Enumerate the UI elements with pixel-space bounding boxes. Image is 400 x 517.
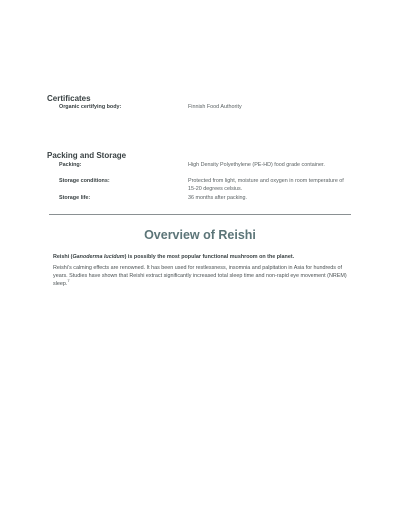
storage-conditions-label: Storage conditions: bbox=[59, 178, 110, 184]
certifying-body-value: Finnish Food Authority bbox=[188, 104, 242, 110]
packing-label: Packing: bbox=[59, 162, 82, 168]
storage-life-value: 36 months after packing. bbox=[188, 195, 248, 201]
certificates-heading: Certificates bbox=[47, 94, 91, 103]
intro-suffix: ) is possibly the most popular functional mushroom on the planet. bbox=[124, 254, 295, 260]
certifying-body-label: Organic certifying body: bbox=[59, 104, 122, 110]
storage-conditions-value: Protected from light, moisture and oxygen in room temperature of 15-20 degrees celsius. bbox=[188, 178, 344, 192]
packing-value: High Density Polyethylene (PE-HD) food grade container. bbox=[188, 162, 325, 168]
intro-prefix: Reishi ( bbox=[53, 254, 73, 260]
overview-title: Overview of Reishi bbox=[144, 228, 256, 242]
packing-storage-heading: Packing and Storage bbox=[47, 151, 127, 160]
storage-life-label: Storage life: bbox=[59, 195, 91, 201]
section-divider bbox=[49, 214, 351, 215]
overview-paragraph bbox=[53, 264, 353, 288]
intro-latin-name: Ganoderma lucidum bbox=[72, 254, 125, 260]
overview-paragraph-text: Reishi’s calming effects are renowned. It has been used for restlessness, insomnia and palpitation in Asia for hundreds of years. Studies have shown that Reishi extract significantly increased total sleep time and non-rapid eye movement (NREM) sleep. bbox=[53, 265, 347, 287]
overview-intro bbox=[53, 253, 353, 261]
footnote-marker: 7 bbox=[67, 278, 70, 284]
